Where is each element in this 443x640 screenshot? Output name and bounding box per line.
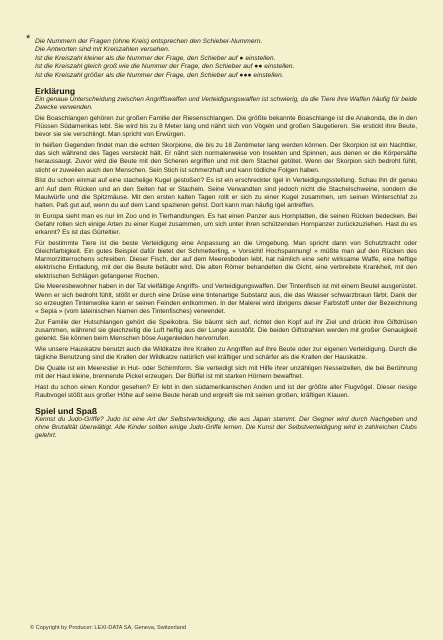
- paragraph-octopus: Die Meeresbewohner haben in der Tat vielfältige Angriffs- und Verteidigungswaffen. Der Tintenfisch ist mit einem Beutel ausgerüstet. Wenn er sich bedroht fühlt, stößt er durch eine Drüse eine tintenartige Substanz aus, die das Wasser schwarzbraun färbt. Dank der so erzeugten Tintenwolke kann er seinen Feinden entkommen. In der Malerei wird übrigens dieser Farbstoff unter der Bezeichnung « Sepia » (vom lateinischen Namen des Tintenfisches) verwendet.: [35, 283, 417, 315]
- note-line: Die Nummern der Fragen (ohne Kreis) entsprechen den Schieber-Nummern.: [35, 38, 263, 45]
- paragraph-wildcat: Wie unsere Hauskatze benutzt auch die Wildkatze ihre Krallen zu Angriffen auf ihre Beute oder zur eigenen Verteidigung. Durch die tägliche Benutzung sind die Krallen der Wildkatze natürlich viel kräftiger und schärfer als die Krallen der Hauskatze.: [35, 345, 417, 361]
- note-line: Die Antworten sind mit Kreiszahlen versehen.: [35, 46, 170, 54]
- paragraph-scorpion: In heißen Gegenden findet man die echten Skorpione, die bis zu 18 Zentimeter lang werden können. Der Skorpion ist ein Nachttier, das sich während des Tages versteckt hält. Er nährt sich normalerweise von Insekten und Spinnen, aus denen er die Körpersäfte heraussaugt. Zuvor wird die Beute mit den Scheren ergriffen und mit dem Stachel getötet. Wenn der Skorpion sich bedroht fühlt, sticht er zuweilen auch den Menschen. Sein Stich ist schmerzhaft und kann tödliche Folgen haben.: [35, 142, 417, 174]
- note-line: Ist die Kreiszahl gleich groß wie die Nummer der Frage, den Schieber auf ●● einstellen.: [35, 63, 295, 71]
- section-heading-explanation: Erklärung: [35, 86, 76, 97]
- note-line: Ist die Kreiszahl kleiner als die Nummer der Frage, den Schieber auf ● einstellen.: [35, 54, 276, 62]
- paragraph-camouflage: Für bestimmte Tiere ist die beste Verteidigung eine Anpassung an die Umgebung. Man spricht dann von Schutztracht oder Gleichfarbigkeit. Ein gutes Beispiel dafür bietet der Schmetterling, « Vorsicht! Hochspannung! » müßte man auf den Rücken des Marmorzitterrochens schreiben. Dieser Fisch, der auf dem Meeresboden lebt, hat nämlich eine sehr wirksame Waffe, eine heftige elektrische Entladung, mit der die Beute betäubt wird. Die alten Römer behandelten die Gicht, eine verbreitete Krankheit, mit den elektrischen Schlägen gefangener Rochen.: [35, 239, 417, 280]
- paragraph-jellyfish: Die Qualle ist ein Meerestier in Hut- oder Schirmform. Sie verteidigt sich mit Hilfe ihrer unzähligen Nesselzellen, die bei Berührung mit der Haut kleine, brennende Pickel erzeugen. Der Büffel ist mit starken Hörnern bewaffnet.: [35, 364, 417, 380]
- paragraph-armadillo: In Europa sieht man es nur im Zoo und in Tierhandlungen. Es hat einen Panzer aus Hornplatten, die seinen Rücken bedecken. Bei Gefahr rollen sich einige Arten zu einer Kugel zusammen, um sich unter ihren schützenden Hornpanzer zurückzuziehen. Hast du es erkannt? Es ist das Gürteltier.: [35, 212, 417, 237]
- notes-block: [35, 38, 417, 80]
- section-intro: Kennst du Judo-Griffe? Judo ist eine Art der Selbstverteidigung, die aus Japan stammt. Der Gegner wird durch Nachgeben und ohne Brutalität überwältigt. Alle Kinder sollten einige Judo-Griffe lernen. Die Kunst der Selbstverteidigung wird in zahlreichen Clubs gelehrt.: [35, 415, 417, 440]
- asterisk-icon: *: [26, 33, 31, 45]
- paragraph-condor: Hast du schon einen Kondor gesehen? Er lebt in den südamerikanischen Anden und ist der größte aller Flugvögel. Dieser riesige Raubvogel stößt aus großer Höhe auf seine Beute herab und ergreift sie mit seinen großen, kräftigen Klauen.: [35, 383, 417, 399]
- paragraph-hedgehog: Bist du schon einmal auf eine stachelige Kugel gestoßen? Es ist ein erschreckter Igel in Verteidigungsstellung. Schau ihn dir genau an! Auf dem Rücken und an den Seiten hat er Stacheln. Seine Verwandten sind jedoch nicht die Stachelschweine, sondern die Maulwürfe und die Spitzmäuse. Mit den ersten kalten Tagen rollt er sich zu einer Kugel zusammen, um seinen Winterschlaf zu halten. Paß gut auf, wenn du auf dem Land spazieren gehst. Dort kann man häufig Igel antreffen.: [35, 177, 417, 209]
- note-line: Ist die Kreiszahl größer als die Nummer der Frage, den Schieber auf ●●● einstellen.: [35, 71, 284, 79]
- instruction-page: [26, 33, 417, 441]
- section-intro: Ein genaue Unterscheidung zwischen Angriffswaffen und Verteidigungswaffen ist schwierig, da die Tiere ihre Waffen häufig für beide Zwecke verwenden.: [35, 96, 417, 112]
- paragraph-cobra: Zur Familie der Hutschlangen gehört die Speikobra. Sie bäumt sich auf, richtet den Kopf auf ihr Ziel und drückt ihre Giftdrüsen zusammen, während sie gleichzeitig die Luft heftig aus der Lunge ausstößt. Die beiden Giftstrahlen werden mit großer Genauigkeit gelenkt. Sie können beim Menschen böse Augenleiden hervorrufen.: [35, 318, 417, 343]
- copyright-footer: © Copyright by Producer: LEXI-DATA SA, Geneva, Switzerland: [30, 625, 186, 631]
- paragraph-boa: Die Boaschlangen gehören zur großen Familie der Riesenschlangen. Die größte bekannte Boaschlange ist die Anakonda, die in den Flüssen Südamerikas lebt. Sie wird bis zu 8 Meter lang und nährt sich von Vögeln und großen Säugetieren. Sie erstickt ihre Beute, bevor sie sie verschlingt. Man spricht von Erwürgen.: [35, 114, 417, 139]
- section-heading-games: Spiel und Spaß: [35, 405, 98, 416]
